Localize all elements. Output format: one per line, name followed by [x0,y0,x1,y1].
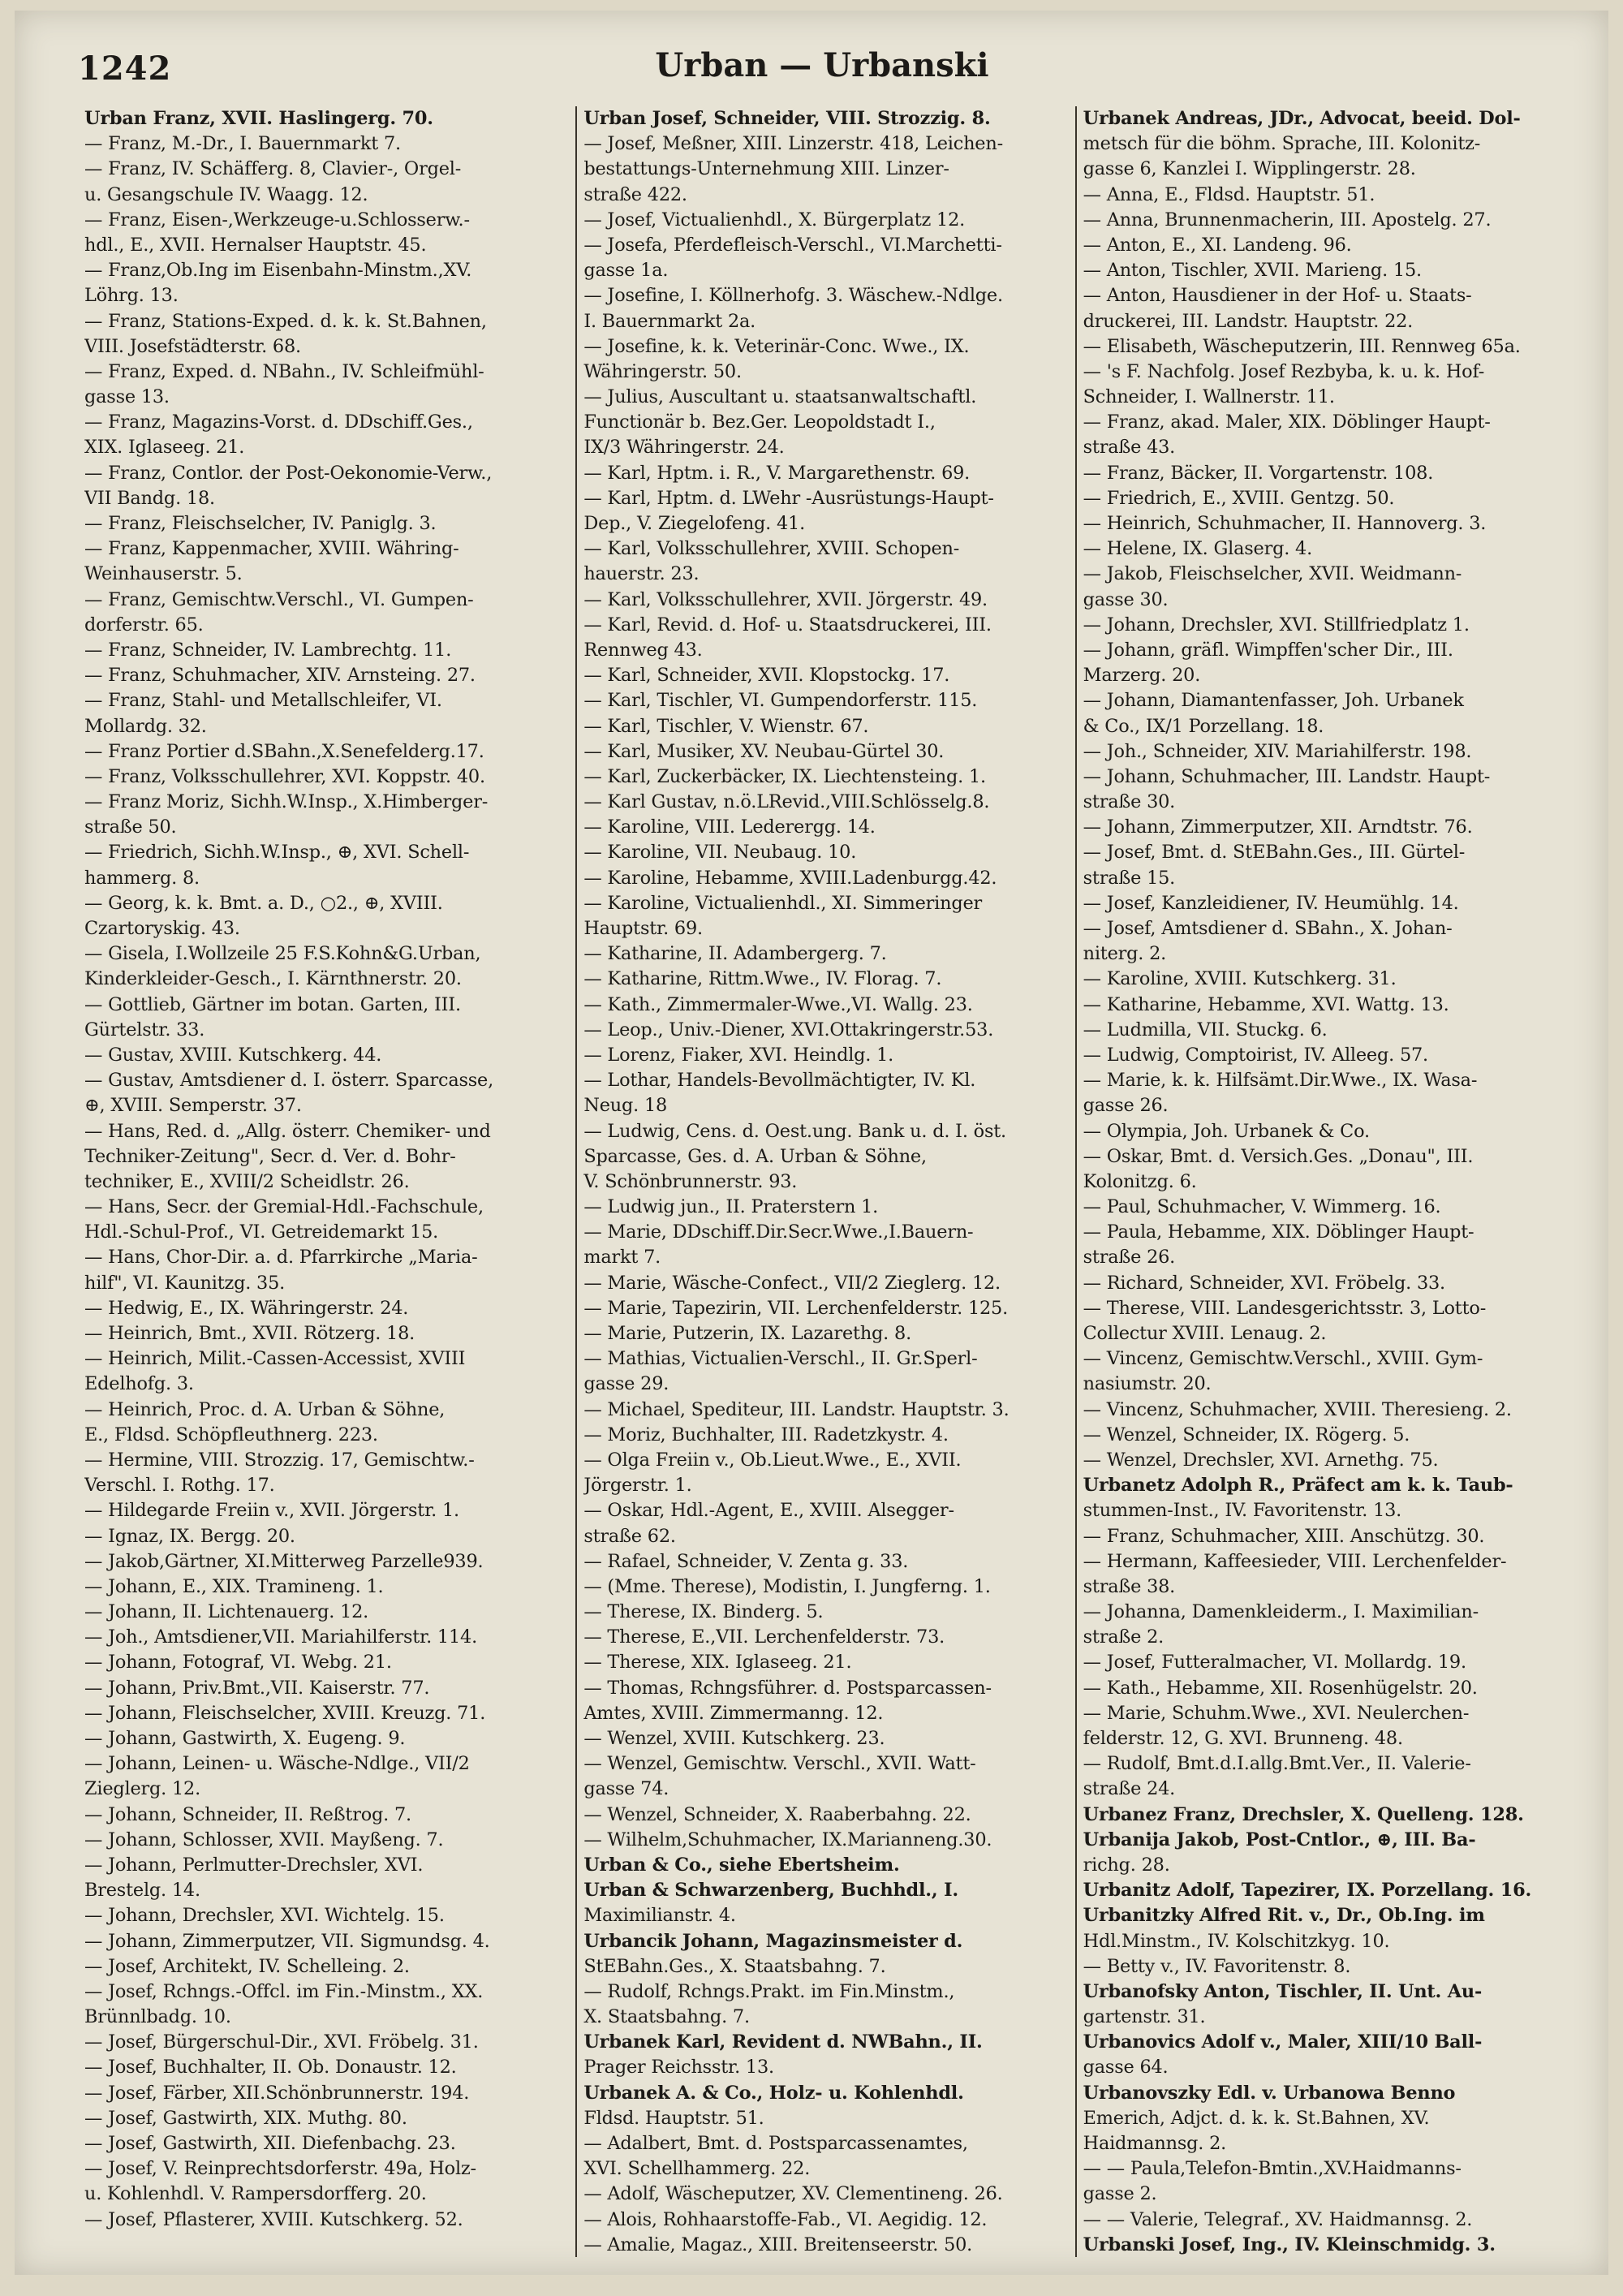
directory-entry-line: — Johann, Zimmerputzer, XII. Arndtstr. 76. [1083,816,1473,838]
directory-entry-line: — Vincenz, Gemischtw.Verschl., XVIII. Gym- [1083,1348,1483,1370]
directory-entry-line: — Anton, Tischler, XVII. Marieng. 15. [1083,260,1422,282]
directory-entry-line: — Therese, IX. Binderg. 5. [583,1601,824,1623]
running-title: Urban — Urbanski [655,46,989,84]
directory-entry-line: — Franz, Stations-Exped. d. k. k. St.Bahnen, [84,310,487,332]
directory-entry-line: — Josefa, Pferdefleisch-Verschl., VI.Marchetti- [583,234,1002,256]
directory-entry-line: straße 38. [1083,1575,1176,1597]
directory-entry-line: — Jakob, Fleischselcher, XVII. Weidmann- [1083,563,1462,585]
directory-entry-line: — Johann, Diamantenfasser, Joh. Urbanek [1083,690,1464,712]
directory-entry-line: — — Valerie, Telegraf., XV. Haidmannsg. 2. [1083,2208,1473,2230]
directory-entry-line: — Hildegarde Freiin v., XVII. Jörgerstr. 1. [84,1500,459,1522]
directory-entry-line: — Josef, Bürgerschul-Dir., XVI. Fröbelg. 31. [84,2031,479,2053]
directory-entry-line: druckerei, III. Landstr. Hauptstr. 22. [1083,310,1414,332]
directory-entry-line: niterg. 2. [1083,943,1167,965]
directory-entry-line: — Johann, Perlmutter-Drechsler, XVI. [84,1854,424,1876]
directory-entry-line: — Johann, Fotograf, VI. Webg. 21. [84,1652,392,1674]
directory-entry-line: — Karoline, Hebamme, XVIII.Ladenburgg.42. [583,867,997,889]
directory-entry-line: — Josef, Gastwirth, XIX. Muthg. 80. [84,2107,407,2129]
directory-entry-line: — Ludwig, Comptoirist, IV. Alleeg. 57. [1083,1044,1428,1066]
directory-entry-line: — Gottlieb, Gärtner im botan. Garten, III. [84,993,461,1015]
directory-entry-line: — Josef, Amtsdiener d. SBahn., X. Johan- [1083,918,1453,939]
page-header [63,43,1581,100]
directory-entry-line: Techniker-Zeitung", Secr. d. Ver. d. Bohr- [84,1145,456,1167]
directory-entry-line: straße 26. [1083,1247,1176,1269]
directory-entry-line: — Wenzel, Gemischtw. Verschl., XVII. Watt- [583,1753,976,1775]
directory-entry-line: Urbanetz Adolph R., Präfect am k. k. Taub- [1083,1475,1513,1497]
directory-entry-line: techniker, E., XVIII/2 Scheidlstr. 26. [84,1170,410,1192]
directory-entry-line: felderstr. 12, G. XVI. Brunneng. 48. [1083,1728,1403,1749]
directory-entry-line: — Betty v., IV. Favoritenstr. 8. [1083,1955,1351,1977]
directory-entry-line: — Franz, Contlor. der Post-Oekonomie-Verw., [84,462,493,484]
directory-entry-line: — Johann, Drechsler, XVI. Wichtelg. 15. [84,1905,445,1927]
directory-entry-line: Collectur XVIII. Lenaug. 2. [1083,1323,1327,1344]
directory-entry-line: Sparcasse, Ges. d. A. Urban & Söhne, [583,1145,927,1167]
directory-entry-line: Währingerstr. 50. [583,360,742,382]
directory-entry-line: Zieglerg. 12. [84,1778,200,1800]
directory-entry-line: Neug. 18 [583,1095,668,1117]
directory-entry-line: — Karoline, XVIII. Kutschkerg. 31. [1083,968,1397,990]
directory-entry-line: — Georg, k. k. Bmt. a. D., ○2., ⊕, XVIII. [84,892,443,914]
directory-entry-line: straße 15. [1083,867,1176,889]
directory-entry-line: — Gustav, Amtsdiener d. I. österr. Sparcasse, [84,1070,494,1092]
directory-entry-line: Jörgerstr. 1. [583,1475,692,1497]
directory-entry-line: Marzerg. 20. [1083,665,1201,687]
directory-entry-line: — Gustav, XVIII. Kutschkerg. 44. [84,1044,382,1066]
directory-entry-line: — Franz, Bäcker, II. Vorgartenstr. 108. [1083,462,1434,484]
directory-entry-line: IX/3 Währingerstr. 24. [583,437,785,459]
directory-entry-line: — Johann, Zimmerputzer, VII. Sigmundsg. 4. [84,1930,490,1952]
directory-entry-line: — Josef, Meßner, XIII. Linzerstr. 418, Leichen- [583,133,1003,155]
directory-entry-line: gasse 1a. [583,260,669,282]
directory-entry-line: — Franz Portier d.SBahn.,X.Senefelderg.17. [84,740,484,762]
directory-entry-line: — Julius, Auscultant u. staatsanwaltschaftl. [583,386,977,408]
directory-entry-line: — Elisabeth, Wäscheputzerin, III. Rennweg 65a. [1083,335,1521,357]
directory-entry-line: — Wilhelm,Schuhmacher, IX.Marianneng.30. [583,1829,992,1850]
directory-entry-line: Kinderkleider-Gesch., I. Kärnthnerstr. 20. [84,968,462,990]
directory-entry-line: Urban & Schwarzenberg, Buchhdl., I. [583,1880,958,1902]
directory-page [15,11,1608,2275]
directory-entry-line: — Johann, Leinen- u. Wäsche-Ndlge., VII/2 [84,1753,470,1775]
directory-entry-line: straße 62. [583,1525,676,1547]
directory-entry-line: Dep., V. Ziegelofeng. 41. [583,513,806,534]
directory-entry-line: — Ludmilla, VII. Stuckg. 6. [1083,1019,1328,1040]
directory-entry-line: — Kath., Zimmermaler-Wwe.,VI. Wallg. 23. [583,993,973,1015]
directory-entry-line: — Heinrich, Proc. d. A. Urban & Söhne, [84,1398,446,1420]
directory-entry-line: — Franz, Schneider, IV. Lambrechtg. 11. [84,639,452,661]
directory-entry-line: straße 50. [84,816,177,838]
directory-entry-line: — Hans, Secr. der Gremial-Hdl.-Fachschule, [84,1196,484,1218]
directory-entry-line: Urbanitz Adolf, Tapezirer, IX. Porzellang. 16. [1083,1880,1532,1902]
directory-entry-line: Urbancik Johann, Magazinsmeister d. [583,1930,963,1952]
directory-entry-line: — Marie, Wäsche-Confect., VII/2 Zieglerg. 12. [583,1272,1001,1294]
directory-entry-line: — Hans, Chor-Dir. a. d. Pfarrkirche „Maria- [84,1247,478,1269]
column-left [78,106,577,2257]
directory-entry-line: Mollardg. 32. [84,715,207,737]
directory-entry-line: Fldsd. Hauptstr. 51. [583,2107,764,2129]
directory-entry-line: Kolonitzg. 6. [1083,1170,1197,1192]
directory-entry-line: u. Gesangschule IV. Waagg. 12. [84,183,368,205]
directory-entry-line: — Karl, Hptm. i. R., V. Margarethenstr. 69. [583,462,971,484]
directory-entry-line: — Karl, Hptm. d. LWehr -Ausrüstungs-Haupt- [583,487,994,509]
directory-entry-line: — Rudolf, Rchngs.Prakt. im Fin.Minstm., [583,1980,955,2002]
directory-entry-line: Weinhauserstr. 5. [84,563,243,585]
directory-entry-line: — Jakob,Gärtner, XI.Mitterweg Parzelle939. [84,1550,484,1572]
directory-entry-line: — Ignaz, IX. Bergg. 20. [84,1525,295,1547]
directory-entry-line: XVI. Schellhammerg. 22. [583,2158,811,2180]
directory-entry-line: nasiumstr. 20. [1083,1373,1212,1395]
directory-entry-line: — Leop., Univ.-Diener, XVI.Ottakringerstr.53. [583,1019,994,1040]
directory-entry-line: — Karl, Schneider, XVII. Klopstockg. 17. [583,665,950,687]
directory-entry-line: XIX. Iglaseeg. 21. [84,437,245,459]
directory-entry-line: Maximilianstr. 4. [583,1905,736,1927]
page-number: 1242 [78,50,172,88]
directory-entry-line: — Oskar, Hdl.-Agent, E., XVIII. Alsegger- [583,1500,954,1522]
directory-entry-line: — Wenzel, Schneider, IX. Rögerg. 5. [1083,1424,1410,1445]
directory-entry-line: Urbanija Jakob, Post-Cntlor., ⊕, III. Ba- [1083,1829,1476,1850]
directory-entry-line: — Wenzel, XVIII. Kutschkerg. 23. [583,1728,885,1749]
directory-entry-line: gasse 30. [1083,588,1169,610]
directory-entry-line: — Heinrich, Schuhmacher, II. Hannoverg. 3. [1083,513,1487,534]
directory-entry-line: — Johann, Gastwirth, X. Eugeng. 9. [84,1728,406,1749]
directory-entry-line: — Franz, Schuhmacher, XIII. Anschützg. 30. [1083,1525,1485,1547]
directory-entry-line: straße 43. [1083,437,1176,459]
directory-entry-line: — Johann, II. Lichtenauerg. 12. [84,1601,369,1623]
directory-entry-line: VIII. Josefstädterstr. 68. [84,335,301,357]
directory-entry-line: — — Paula,Telefon-Bmtin.,XV.Haidmanns- [1083,2158,1462,2180]
directory-entry-line: — Karl Gustav, n.ö.LRevid.,VIII.Schlösselg.8. [583,791,990,813]
directory-entry-line: & Co., IX/1 Porzellang. 18. [1083,715,1324,737]
directory-entry-line: — Hermine, VIII. Strozzig. 17, Gemischtw.- [84,1449,475,1471]
directory-entry-line: — Vincenz, Schuhmacher, XVIII. Theresieng. 2. [1083,1398,1512,1420]
directory-entry-line: — Marie, k. k. Hilfsämt.Dir.Wwe., IX. Wasa- [1083,1070,1478,1092]
directory-entry-line: straße 422. [583,183,687,205]
directory-entry-line: — Josef, Rchngs.-Offcl. im Fin.-Minstm., XX. [84,1980,484,2002]
directory-entry-line: ⊕, XVIII. Semperstr. 37. [84,1095,302,1117]
directory-entry-line: — Friedrich, Sichh.W.Insp., ⊕, XVI. Schell- [84,842,470,864]
directory-entry-line: Verschl. I. Rothg. 17. [84,1475,275,1497]
directory-entry-line: Löhrg. 13. [84,285,179,307]
directory-entry-line: — Joh., Amtsdiener,VII. Mariahilferstr. 114. [84,1626,477,1648]
directory-entry-line: gasse 26. [1083,1095,1169,1117]
directory-entry-line: — Mathias, Victualien-Verschl., II. Gr.Sperl- [583,1348,978,1370]
directory-entry-line: — Josef, V. Reinprechtsdorferstr. 49a, Holz- [84,2158,476,2180]
directory-entry-line: Urban Franz, XVII. Haslingerg. 70. [84,108,433,129]
directory-entry-line: Hdl.-Schul-Prof., VI. Getreidemarkt 15. [84,1221,439,1243]
directory-entry-line: gasse 13. [84,386,170,408]
directory-entry-line: — Karoline, VII. Neubaug. 10. [583,842,857,864]
directory-entry-line: — Marie, Schuhm.Wwe., XVI. Neulerchen- [1083,1702,1470,1724]
directory-entry-line: — Franz, Schuhmacher, XIV. Arnsteing. 27. [84,665,476,687]
directory-entry-line: — Josef, Kanzleidiener, IV. Heumühlg. 14. [1083,892,1459,914]
directory-entry-line: — Franz, Kappenmacher, XVIII. Währing- [84,538,459,560]
directory-entry-line: Urbanez Franz, Drechsler, X. Quelleng. 128. [1083,1803,1524,1825]
directory-entry-line: — Anna, Brunnenmacherin, III. Apostelg. 27. [1083,209,1492,230]
directory-entry-line: — Karl, Tischler, VI. Gumpendorferstr. 115. [583,690,978,712]
directory-entry-line: — Karl, Musiker, XV. Neubau-Gürtel 30. [583,740,945,762]
directory-entry-line: — Johann, Drechsler, XVI. Stillfriedplatz 1. [1083,614,1470,635]
directory-entry-line: gasse 64. [1083,2057,1169,2078]
directory-entry-line: — Franz, Magazins-Vorst. d. DDschiff.Ges., [84,411,473,433]
directory-entry-line: — Friedrich, E., XVIII. Gentzg. 50. [1083,487,1395,509]
directory-entry-line: Hdl.Minstm., IV. Kolschitzkyg. 10. [1083,1930,1390,1952]
directory-entry-line: — Franz, Stahl- und Metallschleifer, VI. [84,690,442,712]
directory-entry-line: — Therese, XIX. Iglaseeg. 21. [583,1652,852,1674]
directory-entry-line: — Wenzel, Schneider, X. Raaberbahng. 22. [583,1803,971,1825]
directory-entry-line: Haidmannsg. 2. [1083,2133,1227,2154]
directory-entry-line: V. Schönbrunnerstr. 93. [583,1170,798,1192]
directory-entry-line: — Katharine, Rittm.Wwe., IV. Florag. 7. [583,968,942,990]
directory-entry-line: Urbanofsky Anton, Tischler, II. Unt. Au- [1083,1980,1483,2002]
directory-entry-line: — Franz, Eisen-,Werkzeuge-u.Schlosserw.- [84,209,470,230]
directory-entry-line: — Rafael, Schneider, V. Zenta g. 33. [583,1550,909,1572]
directory-entry-line: I. Bauernmarkt 2a. [583,310,756,332]
directory-entry-line: — Hedwig, E., IX. Währingerstr. 24. [84,1297,409,1319]
directory-entry-line: — Oskar, Bmt. d. Versich.Ges. „Donau", III. [1083,1145,1474,1167]
directory-entry-line: — Franz,Ob.Ing im Eisenbahn-Minstm.,XV. [84,260,472,282]
directory-entry-line: Urbanovics Adolf v., Maler, XIII/10 Ball- [1083,2031,1483,2053]
directory-entry-line: — Lorenz, Fiaker, XVI. Heindlg. 1. [583,1044,894,1066]
directory-entry-line: — Josef, Gastwirth, XII. Diefenbachg. 23. [84,2133,456,2154]
directory-entry-line: — Gisela, I.Wollzeile 25 F.S.Kohn&G.Urban, [84,943,481,965]
directory-entry-line: bestattungs-Unternehmung XIII. Linzer- [583,158,949,180]
directory-entry-line: StEBahn.Ges., X. Staatsbahng. 7. [583,1955,886,1977]
directory-entry-line: — Wenzel, Drechsler, XVI. Arnethg. 75. [1083,1449,1439,1471]
directory-entry-line: — Karl, Revid. d. Hof- u. Staatsdruckerei, III. [583,614,992,635]
directory-entry-line: — Katharine, Hebamme, XVI. Wattg. 13. [1083,993,1449,1015]
directory-entry-line: dorferstr. 65. [84,614,204,635]
directory-entry-line: — Josefine, k. k. Veterinär-Conc. Wwe., IX. [583,335,970,357]
column-right [1077,106,1576,2257]
directory-entry-line: — Josef, Victualienhdl., X. Bürgerplatz 12. [583,209,966,230]
directory-entry-line: metsch für die böhm. Sprache, III. Kolonitz- [1083,133,1481,155]
directory-entry-line: — Josef, Färber, XII.Schönbrunnerstr. 194. [84,2082,470,2104]
directory-entry-line: — Franz, Exped. d. NBahn., IV. Schleifmühl- [84,360,484,382]
directory-entry-line: — Karoline, VIII. Lederergg. 14. [583,816,876,838]
directory-entry-line: Edelhofg. 3. [84,1373,194,1395]
directory-entry-line: straße 24. [1083,1778,1176,1800]
directory-entry-line: — Adalbert, Bmt. d. Postsparcassenamtes, [583,2133,968,2154]
directory-entry-line: straße 30. [1083,791,1176,813]
directory-entry-line: hilf", VI. Kaunitzg. 35. [84,1272,286,1294]
directory-entry-line: straße 2. [1083,1626,1165,1648]
directory-entry-line: u. Kohlenhdl. V. Rampersdorfferg. 20. [84,2183,427,2205]
directory-entry-line: hauerstr. 23. [583,563,700,585]
directory-entry-line: — Johann, Schneider, II. Reßtrog. 7. [84,1803,411,1825]
directory-entry-line: gasse 6, Kanzlei I. Wipplingerstr. 28. [1083,158,1416,180]
directory-entry-line: Rennweg 43. [583,639,703,661]
directory-entry-line: — Karl, Volksschullehrer, XVII. Jörgerstr. 49. [583,588,988,610]
directory-entry-line: Urban & Co., siehe Ebertsheim. [583,1854,900,1876]
directory-entry-line: — Johann, gräfl. Wimpffen'scher Dir., III. [1083,639,1453,661]
directory-entry-line: — Anton, Hausdiener in der Hof- u. Staats- [1083,285,1472,307]
directory-entry-line: — Hans, Red. d. „Allg. österr. Chemiker- und [84,1120,491,1142]
directory-entry-line: Urbanski Josef, Ing., IV. Kleinschmidg. 3. [1083,2234,1496,2255]
directory-entry-line: — Ludwig, Cens. d. Oest.ung. Bank u. d. I. öst. [583,1120,1006,1142]
directory-entry-line: Czartoryskig. 43. [84,918,240,939]
directory-entry-line: markt 7. [583,1247,661,1269]
directory-entry-line: — Josef, Buchhalter, II. Ob. Donaustr. 12. [84,2057,457,2078]
directory-entry-line: — Josef, Architekt, IV. Schelleing. 2. [84,1955,410,1977]
directory-entry-line: — Marie, Putzerin, IX. Lazarethg. 8. [583,1323,911,1344]
directory-entry-line: — Johann, E., XIX. Tramineng. 1. [84,1575,384,1597]
directory-entry-line: — Johann, Schlosser, XVII. Mayßeng. 7. [84,1829,444,1850]
directory-entry-line: Urbanek Karl, Revident d. NWBahn., II. [583,2031,983,2053]
directory-entry-line: — Thomas, Rchngsführer. d. Postsparcassen- [583,1677,992,1699]
directory-entry-line: — Olga Freiin v., Ob.Lieut.Wwe., E., XVII. [583,1449,962,1471]
directory-entry-line: gasse 74. [583,1778,669,1800]
directory-entry-line: Gürtelstr. 33. [84,1019,205,1040]
directory-entry-line: — Lothar, Handels-Bevollmächtigter, IV. Kl. [583,1070,976,1092]
directory-entry-line: Functionär b. Bez.Ger. Leopoldstadt I., [583,411,936,433]
directory-entry-line: gartenstr. 31. [1083,2006,1206,2028]
entry-columns [78,106,1576,2257]
directory-entry-line: — Michael, Spediteur, III. Landstr. Hauptstr. 3. [583,1398,1010,1420]
directory-entry-line: Brünnlbadg. 10. [84,2006,231,2028]
directory-entry-line: gasse 2. [1083,2183,1157,2205]
directory-entry-line: — Ludwig jun., II. Praterstern 1. [583,1196,879,1218]
directory-entry-line: — Josef, Futteralmacher, VI. Mollardg. 19. [1083,1652,1466,1674]
directory-entry-line: — Karl, Volksschullehrer, XVIII. Schopen- [583,538,960,560]
directory-entry-line: — Heinrich, Milit.-Cassen-Accessist, XVIII [84,1348,466,1370]
directory-entry-line: — Alois, Rohhaarstoffe-Fab., VI. Aegidig. 12. [583,2208,988,2230]
directory-entry-line: Urbanovszky Edl. v. Urbanowa Benno [1083,2082,1456,2104]
directory-entry-line: Urbanek A. & Co., Holz- u. Kohlenhdl. [583,2082,964,2104]
directory-entry-line: Urbanitzky Alfred Rit. v., Dr., Ob.Ing. im [1083,1905,1485,1927]
directory-entry-line: — Johann, Fleischselcher, XVIII. Kreuzg. 71. [84,1702,486,1724]
directory-entry-line: Amtes, XVIII. Zimmermanng. 12. [583,1702,884,1724]
directory-entry-line: — Rudolf, Bmt.d.I.allg.Bmt.Ver., II. Valerie- [1083,1753,1471,1775]
directory-entry-line: — Anna, E., Fldsd. Hauptstr. 51. [1083,183,1375,205]
directory-entry-line: — (Mme. Therese), Modistin, I. Jungferng. 1. [583,1575,991,1597]
directory-entry-line: — Therese, VIII. Landesgerichtsstr. 3, Lotto- [1083,1297,1487,1319]
directory-entry-line: Schneider, I. Wallnerstr. 11. [1083,386,1335,408]
directory-entry-line: — Franz, IV. Schäfferg. 8, Clavier-, Orgel- [84,158,462,180]
directory-entry-line: — Moriz, Buchhalter, III. Radetzkystr. 4. [583,1424,949,1445]
directory-entry-line: — Marie, Tapezirin, VII. Lerchenfelderstr. 125. [583,1297,1009,1319]
directory-entry-line: — Olympia, Joh. Urbanek & Co. [1083,1120,1370,1142]
directory-entry-line: — Adolf, Wäscheputzer, XV. Clementineng. 26. [583,2183,1003,2205]
directory-entry-line: Brestelg. 14. [84,1880,200,1902]
directory-entry-line: — Paul, Schuhmacher, V. Wimmerg. 16. [1083,1196,1441,1218]
directory-entry-line: — Richard, Schneider, XVI. Fröbelg. 33. [1083,1272,1445,1294]
directory-entry-line: — Franz, Gemischtw.Verschl., VI. Gumpen- [84,588,474,610]
directory-entry-line: Urban Josef, Schneider, VIII. Strozzig. 8. [583,108,991,129]
directory-entry-line: — Amalie, Magaz., XIII. Breitenseerstr. 50. [583,2234,973,2255]
directory-entry-line: — Karoline, Victualienhdl., XI. Simmeringer [583,892,983,914]
directory-entry-line: — Marie, DDschiff.Dir.Secr.Wwe.,I.Bauern- [583,1221,974,1243]
directory-entry-line: E., Fldsd. Schöpfleuthnerg. 223. [84,1424,378,1445]
column-middle [577,106,1076,2257]
directory-entry-line: — Franz, M.-Dr., I. Bauernmarkt 7. [84,133,401,155]
directory-entry-line: — Paula, Hebamme, XIX. Döblinger Haupt- [1083,1221,1474,1243]
directory-entry-line: hammerg. 8. [84,867,200,889]
directory-entry-line: richg. 28. [1083,1854,1170,1876]
directory-entry-line: — Katharine, II. Adambergerg. 7. [583,943,887,965]
directory-entry-line: — Franz, Volksschullehrer, XVI. Koppstr. 40. [84,765,485,787]
directory-entry-line: — Karl, Zuckerbäcker, IX. Liechtensteing. 1. [583,765,986,787]
directory-entry-line: — Therese, E.,VII. Lerchenfelderstr. 73. [583,1626,945,1648]
directory-entry-line: — Franz, Fleischselcher, IV. Paniglg. 3. [84,513,437,534]
directory-entry-line: — Johanna, Damenkleiderm., I. Maximilian- [1083,1601,1479,1623]
directory-entry-line: — Kath., Hebamme, XII. Rosenhügelstr. 20. [1083,1677,1478,1699]
directory-entry-line: — Josef, Bmt. d. StEBahn.Ges., III. Gürtel- [1083,842,1466,864]
directory-entry-line: — Josefine, I. Köllnerhofg. 3. Wäschew.-Ndlge. [583,285,1003,307]
directory-entry-line: — Karl, Tischler, V. Wienstr. 67. [583,715,869,737]
directory-entry-line: — Helene, IX. Glaserg. 4. [1083,538,1313,560]
directory-entry-line: VII Bandg. 18. [84,487,215,509]
directory-entry-line: gasse 29. [583,1373,669,1395]
directory-entry-line: stummen-Inst., IV. Favoritenstr. 13. [1083,1500,1402,1522]
directory-entry-line: — Johann, Schuhmacher, III. Landstr. Haupt- [1083,765,1491,787]
directory-entry-line: X. Staatsbahng. 7. [583,2006,750,2028]
directory-entry-line: — 's F. Nachfolg. Josef Rezbyba, k. u. k. Hof- [1083,360,1485,382]
directory-entry-line: — Heinrich, Bmt., XVII. Rötzerg. 18. [84,1323,415,1344]
directory-entry-line: — Franz Moriz, Sichh.W.Insp., X.Himberger- [84,791,489,813]
directory-entry-line: — Joh., Schneider, XIV. Mariahilferstr. 198. [1083,740,1472,762]
directory-entry-line: — Hermann, Kaffeesieder, VIII. Lerchenfelder- [1083,1550,1507,1572]
directory-entry-line: — Johann, Priv.Bmt.,VII. Kaiserstr. 77. [84,1677,430,1699]
directory-entry-line: Hauptstr. 69. [583,918,703,939]
directory-entry-line: — Anton, E., XI. Landeng. 96. [1083,234,1352,256]
directory-entry-line: — Josef, Pflasterer, XVIII. Kutschkerg. 52. [84,2208,463,2230]
directory-entry-line: Emerich, Adjct. d. k. k. St.Bahnen, XV. [1083,2107,1430,2129]
directory-entry-line: Prager Reichsstr. 13. [583,2057,774,2078]
directory-entry-line: hdl., E., XVII. Hernalser Hauptstr. 45. [84,234,427,256]
directory-entry-line: Urbanek Andreas, JDr., Advocat, beeid. Dol- [1083,108,1521,129]
directory-entry-line: — Franz, akad. Maler, XIX. Döblinger Haupt- [1083,411,1491,433]
